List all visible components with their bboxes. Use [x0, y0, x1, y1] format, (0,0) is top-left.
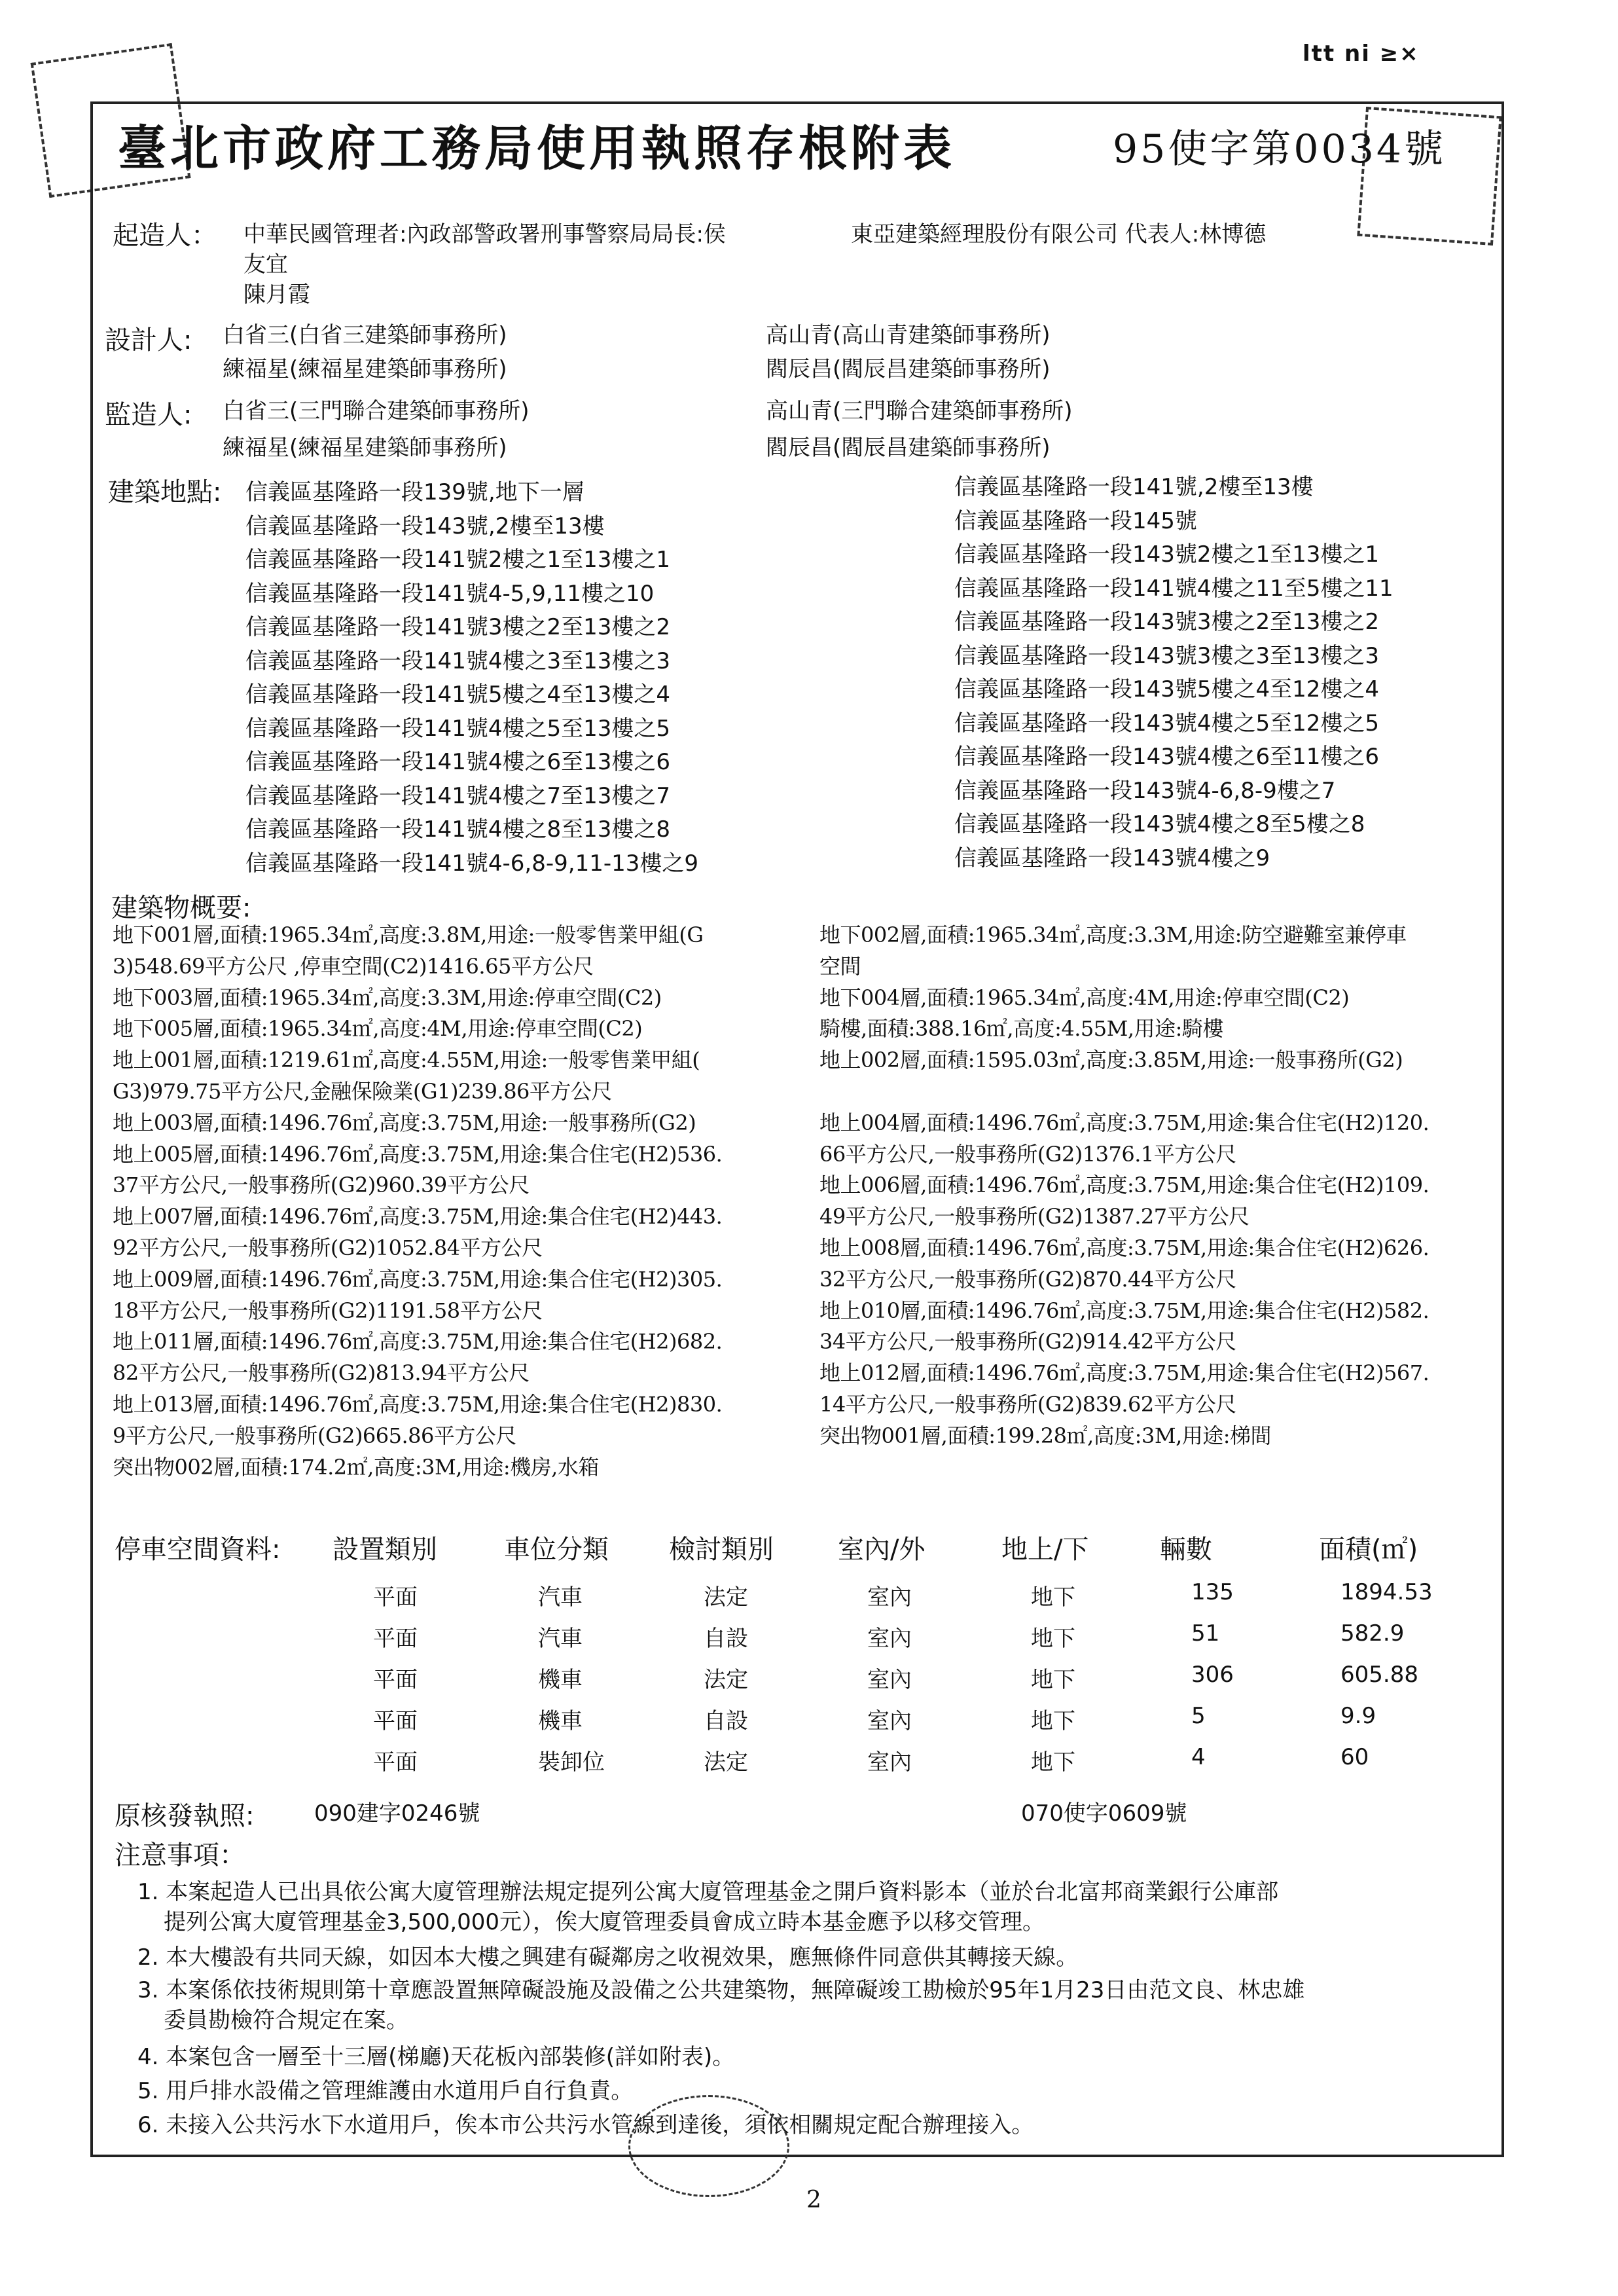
site-address: 信義區基隆路一段141號4樓之5至13樓之5 — [245, 715, 671, 742]
parking-cell: 地下 — [1031, 1749, 1075, 1776]
parking-cell: 法定 — [704, 1667, 748, 1693]
site-address: 信義區基隆路一段143號5樓之4至12樓之4 — [954, 676, 1380, 702]
parking-cell: 地下 — [1031, 1584, 1075, 1611]
designer-1: 白省三(白省三建築師事務所) — [223, 322, 507, 348]
note-line: 委員勘檢符合規定在案。 — [164, 2007, 408, 2033]
parking-column-header: 檢討類別 — [669, 1535, 774, 1565]
builder-1b: 友宜 — [243, 251, 288, 278]
floor-info-line: 地上006層,面積:1496.76㎡,高度:3.75M,用途:集合住宅(H2)109. — [819, 1173, 1429, 1198]
site-address: 信義區基隆路一段141號4-5,9,11樓之10 — [245, 580, 655, 607]
parking-cell: 605.88 — [1340, 1662, 1418, 1688]
floor-info-line: 地上007層,面積:1496.76㎡,高度:3.75M,用途:集合住宅(H2)443. — [113, 1204, 723, 1230]
page-number: 2 — [806, 2187, 821, 2214]
floor-info-line: 66平方公尺,一般事務所(G2)1376.1平方公尺 — [819, 1141, 1236, 1167]
floor-info-line: 地下004層,面積:1965.34㎡,高度:4M,用途:停車空間(C2) — [819, 985, 1350, 1010]
site-address: 信義區基隆路一段145號 — [954, 507, 1197, 534]
corner-mark: ltt ni ≥× — [1303, 41, 1420, 67]
floor-info-line: 地下002層,面積:1965.34㎡,高度:3.3M,用途:防空避難室兼停車 — [819, 922, 1407, 947]
site-address: 信義區基隆路一段141號4樓之6至13樓之6 — [245, 749, 671, 775]
floor-info-line: 地上009層,面積:1496.76㎡,高度:3.75M,用途:集合住宅(H2)305. — [113, 1266, 723, 1292]
designer-4: 閻辰昌(閻辰昌建築師事務所) — [766, 356, 1051, 382]
floor-info-line: 34平方公尺,一般事務所(G2)914.42平方公尺 — [819, 1329, 1236, 1355]
document-number: 95使字第0034號 — [1113, 126, 1447, 172]
floor-info-line: 地下005層,面積:1965.34㎡,高度:4M,用途:停車空間(C2) — [113, 1016, 643, 1042]
note-line: 3. 本案係依技術規則第十章應設置無障礙設施及設備之公共建築物，無障礙竣工勘檢於95年1月23日由范文良、林忠雄 — [137, 1977, 1305, 2003]
parking-cell: 自設 — [704, 1626, 748, 1652]
site-address: 信義區基隆路一段143號4樓之9 — [954, 845, 1270, 871]
floor-info-line: 9平方公尺,一般事務所(G2)665.86平方公尺 — [113, 1423, 516, 1448]
supervisor-4: 閻辰昌(閻辰昌建築師事務所) — [766, 435, 1051, 461]
site-address: 信義區基隆路一段141號5樓之4至13樓之4 — [245, 682, 671, 708]
floor-info-line: 地上001層,面積:1219.61㎡,高度:4.55M,用途:一般零售業甲組( — [113, 1048, 700, 1073]
parking-cell: 機車 — [538, 1708, 583, 1734]
site-address: 信義區基隆路一段143號3樓之2至13樓之2 — [954, 609, 1380, 635]
parking-cell: 機車 — [538, 1667, 583, 1693]
site-address: 信義區基隆路一段141號4樓之7至13樓之7 — [245, 782, 671, 809]
parking-cell: 地下 — [1031, 1667, 1075, 1693]
parking-cell: 室內 — [867, 1626, 912, 1652]
parking-column-header: 設置類別 — [333, 1535, 437, 1565]
supervisor-3: 高山青(三門聯合建築師事務所) — [766, 398, 1073, 424]
floor-info-line: 地上005層,面積:1496.76㎡,高度:3.75M,用途:集合住宅(H2)536. — [113, 1141, 723, 1167]
original-label: 原核發執照: — [115, 1801, 255, 1831]
supervisor-1: 白省三(三門聯合建築師事務所) — [223, 398, 530, 424]
note-line: 4. 本案包含一層至十三層(梯廳)天花板內部裝修(詳如附表)。 — [137, 2044, 735, 2070]
floor-info-line: 地上008層,面積:1496.76㎡,高度:3.75M,用途:集合住宅(H2)626. — [819, 1235, 1429, 1260]
floor-info-line: 地上013層,面積:1496.76㎡,高度:3.75M,用途:集合住宅(H2)830. — [113, 1392, 723, 1417]
floor-info-line: 地上003層,面積:1496.76㎡,高度:3.75M,用途:一般事務所(G2) — [113, 1110, 696, 1135]
site-address: 信義區基隆路一段141號3樓之2至13樓之2 — [245, 614, 671, 640]
builder-label: 起造人： — [113, 221, 217, 251]
parking-column-header: 車位分類 — [504, 1535, 609, 1565]
site-address: 信義區基隆路一段143號4樓之8至5樓之8 — [954, 811, 1365, 837]
parking-cell: 4 — [1191, 1744, 1206, 1770]
floor-info-line: 地下003層,面積:1965.34㎡,高度:3.3M,用途:停車空間(C2) — [113, 985, 662, 1010]
parking-cell: 汽車 — [538, 1584, 583, 1611]
floor-info-line: 突出物001層,面積:199.28㎡,高度:3M,用途:梯間 — [819, 1423, 1272, 1448]
floor-info-line: 49平方公尺,一般事務所(G2)1387.27平方公尺 — [819, 1204, 1249, 1230]
parking-column-header: 室內/外 — [838, 1535, 926, 1565]
parking-cell: 平面 — [373, 1749, 418, 1776]
floor-info-line: 82平方公尺,一般事務所(G2)813.94平方公尺 — [113, 1360, 530, 1386]
note-line: 2. 本大樓設有共同天線，如因本大樓之興建有礙鄰房之收視效果，應無條件同意供其轉接天線。 — [137, 1944, 1079, 1971]
date-stamp-circle — [628, 2095, 789, 2197]
parking-cell: 135 — [1191, 1579, 1234, 1605]
floor-info-line: 地上004層,面積:1496.76㎡,高度:3.75M,用途:集合住宅(H2)120. — [819, 1110, 1429, 1135]
parking-cell: 室內 — [867, 1667, 912, 1693]
floor-info-line: G3)979.75平方公尺,金融保險業(G1)239.86平方公尺 — [113, 1079, 612, 1104]
site-address: 信義區基隆路一段143號4-6,8-9樓之7 — [954, 777, 1336, 804]
site-label: 建築地點: — [108, 477, 222, 507]
site-address: 信義區基隆路一段141號,2樓至13樓 — [954, 474, 1314, 500]
floor-info-line: 32平方公尺,一般事務所(G2)870.44平方公尺 — [819, 1266, 1236, 1292]
designer-3: 高山青(高山青建築師事務所) — [766, 322, 1051, 348]
site-address: 信義區基隆路一段141號4樓之3至13樓之3 — [245, 647, 671, 674]
floor-info-line: 地上010層,面積:1496.76㎡,高度:3.75M,用途:集合住宅(H2)582. — [819, 1298, 1429, 1323]
note-line: 提列公寓大廈管理基金3,500,000元），俟大廈管理委員會成立時本基金應予以移交管理。 — [164, 1909, 1045, 1935]
site-address: 信義區基隆路一段139號,地下一層 — [245, 479, 584, 505]
original-value-1: 090建字0246號 — [314, 1800, 480, 1827]
supervisor-2: 練福星(練福星建築師事務所) — [223, 435, 507, 461]
parking-cell: 室內 — [867, 1749, 912, 1776]
parking-cell: 法定 — [704, 1749, 748, 1776]
note-line: 5. 用戶排水設備之管理維護由水道用戶自行負責。 — [137, 2078, 634, 2104]
original-value-2: 070使字0609號 — [1021, 1800, 1187, 1827]
floor-info-line: 18平方公尺,一般事務所(G2)1191.58平方公尺 — [113, 1298, 543, 1323]
site-address: 信義區基隆路一段141號4樓之8至13樓之8 — [245, 816, 671, 843]
parking-cell: 室內 — [867, 1584, 912, 1611]
floor-info-line: 地上012層,面積:1496.76㎡,高度:3.75M,用途:集合住宅(H2)567. — [819, 1360, 1429, 1386]
parking-column-header: 輛數 — [1160, 1535, 1212, 1565]
parking-cell: 地下 — [1031, 1626, 1075, 1652]
parking-cell: 裝卸位 — [538, 1749, 605, 1776]
parking-cell: 室內 — [867, 1708, 912, 1734]
floor-info-line: 騎樓,面積:388.16㎡,高度:4.55M,用途:騎樓 — [819, 1016, 1223, 1042]
parking-cell: 1894.53 — [1340, 1579, 1433, 1605]
designer-label: 設計人: — [105, 325, 192, 355]
builder-1: 中華民國管理者:內政部警政署刑事警察局局長:侯 — [243, 221, 726, 247]
parking-cell: 60 — [1340, 1744, 1369, 1770]
parking-label: 停車空間資料: — [115, 1535, 281, 1565]
site-address: 信義區基隆路一段143號4樓之5至12樓之5 — [954, 710, 1380, 737]
note-line: 1. 本案起造人已出具依公寓大廈管理辦法規定提列公寓大廈管理基金之開戶資料影本（並於台北富邦商業銀行公庫部 — [137, 1879, 1279, 1905]
parking-cell: 51 — [1191, 1620, 1220, 1647]
site-address: 信義區基隆路一段141號2樓之1至13樓之1 — [245, 547, 671, 573]
floor-info-line: 空間 — [819, 953, 861, 979]
parking-cell: 平面 — [373, 1667, 418, 1693]
parking-cell: 5 — [1191, 1703, 1206, 1729]
document-title: 臺北市政府工務局使用執照存根附表 — [118, 120, 956, 177]
parking-cell: 平面 — [373, 1626, 418, 1652]
floor-info-line: 地上011層,面積:1496.76㎡,高度:3.75M,用途:集合住宅(H2)682. — [113, 1329, 723, 1355]
site-address: 信義區基隆路一段143號,2樓至13樓 — [245, 513, 605, 539]
builder-2: 陳月霞 — [243, 282, 310, 308]
overview-label: 建築物概要: — [111, 893, 251, 923]
parking-cell: 法定 — [704, 1584, 748, 1611]
parking-cell: 306 — [1191, 1662, 1234, 1688]
floor-info-line: 14平方公尺,一般事務所(G2)839.62平方公尺 — [819, 1392, 1236, 1417]
floor-info-line: 37平方公尺,一般事務所(G2)960.39平方公尺 — [113, 1173, 530, 1198]
floor-info-line: 突出物002層,面積:174.2㎡,高度:3M,用途:機房,水箱 — [113, 1454, 599, 1480]
site-address: 信義區基隆路一段143號3樓之3至13樓之3 — [954, 642, 1380, 669]
floor-info-line: 地下001層,面積:1965.34㎡,高度:3.8M,用途:一般零售業甲組(G — [113, 922, 704, 947]
notes-label: 注意事項： — [115, 1840, 245, 1870]
floor-info-line: 地上002層,面積:1595.03㎡,高度:3.85M,用途:一般事務所(G2) — [819, 1048, 1403, 1073]
site-address: 信義區基隆路一段141號4-6,8-9,11-13樓之9 — [245, 850, 699, 877]
parking-cell: 平面 — [373, 1584, 418, 1611]
builder-3: 東亞建築經理股份有限公司 代表人:林博德 — [851, 221, 1267, 247]
supervisor-label: 監造人: — [105, 400, 192, 430]
parking-cell: 自設 — [704, 1708, 748, 1734]
floor-info-line: 92平方公尺,一般事務所(G2)1052.84平方公尺 — [113, 1235, 543, 1260]
parking-cell: 平面 — [373, 1708, 418, 1734]
parking-column-header: 地上/下 — [1001, 1535, 1089, 1565]
parking-cell: 9.9 — [1340, 1703, 1376, 1729]
parking-cell: 汽車 — [538, 1626, 583, 1652]
parking-cell: 地下 — [1031, 1708, 1075, 1734]
site-address: 信義區基隆路一段143號4樓之6至11樓之6 — [954, 744, 1380, 770]
site-address: 信義區基隆路一段143號2樓之1至13樓之1 — [954, 541, 1380, 568]
note-line: 6. 未接入公共污水下水道用戶，俟本市公共污水管線到達後，須依相關規定配合辦理接入。 — [137, 2112, 1034, 2138]
parking-column-header: 面積(㎡) — [1319, 1535, 1418, 1565]
site-address: 信義區基隆路一段141號4樓之11至5樓之11 — [954, 575, 1393, 602]
designer-2: 練福星(練福星建築師事務所) — [223, 356, 507, 382]
floor-info-line: 3)548.69平方公尺 ,停車空間(C2)1416.65平方公尺 — [113, 953, 594, 979]
parking-cell: 582.9 — [1340, 1620, 1405, 1647]
